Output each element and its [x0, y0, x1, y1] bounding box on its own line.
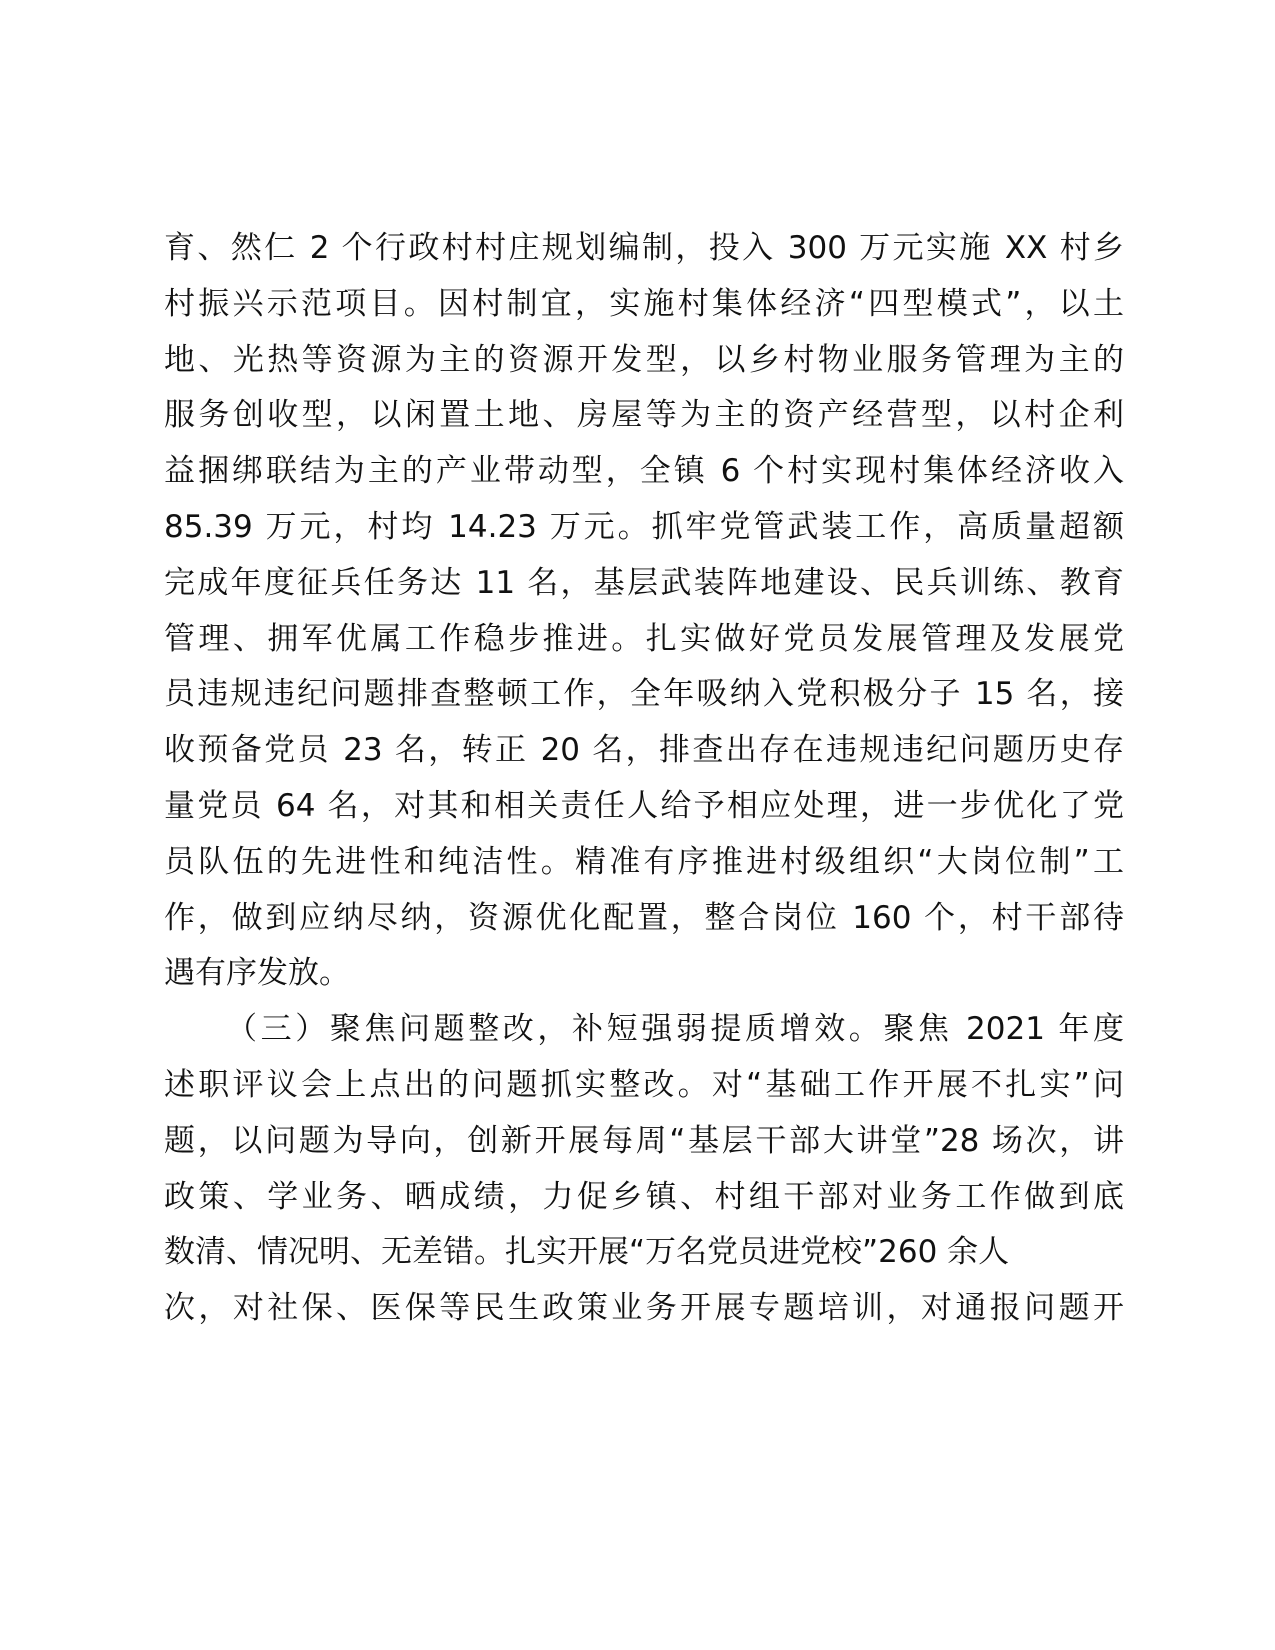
- text-line: 量党员 64 名，对其和相关责任人给予相应处理，进一步优化了党: [164, 787, 1124, 824]
- text-line: 作，做到应纳尽纳，资源优化配置，整合岗位 160 个，村干部待: [164, 899, 1124, 936]
- text-line: 85.39 万元，村均 14.23 万元。抓牢党管武装工作，高质量超额: [164, 508, 1124, 545]
- text-line: 题，以问题为导向，创新开展每周“基层干部大讲堂”28 场次，讲: [164, 1122, 1124, 1159]
- body-text: [164, 221, 1124, 1337]
- text-line: 管理、拥军优属工作稳步推进。扎实做好党员发展管理及发展党: [164, 620, 1124, 657]
- text-line: 育、然仁 2 个行政村村庄规划编制，投入 300 万元实施 XX 村乡: [164, 230, 1124, 266]
- text-line: 完成年度征兵任务达 11 名，基层武装阵地建设、民兵训练、教育: [164, 564, 1124, 601]
- text-line: 收预备党员 23 名，转正 20 名，排查出存在违规违纪问题历史存: [164, 732, 1124, 769]
- text-line: 村振兴示范项目。因村制宜，实施村集体经济“四型模式”，以土: [164, 285, 1124, 322]
- text-line: 员队伍的先进性和纯洁性。精准有序推进村级组织“大岗位制”工: [164, 843, 1124, 880]
- text-line: 地、光热等资源为主的资源开发型，以乡村物业服务管理为主的: [164, 341, 1124, 378]
- text-line: 服务创收型，以闲置土地、房屋等为主的资产经营型，以村企利: [164, 397, 1124, 434]
- paragraph-heading-line: （三）聚焦问题整改，补短强弱提质增效。聚焦 2021 年度: [226, 1011, 1124, 1048]
- text-line: 政策、学业务、晒成绩，力促乡镇、村组干部对业务工作做到底: [164, 1178, 1124, 1215]
- text-line: 员违规违纪问题排查整顿工作，全年吸纳入党积极分子 15 名，接: [164, 676, 1124, 713]
- text-line: 述职评议会上点出的问题抓实整改。对“基础工作开展不扎实”问: [164, 1066, 1124, 1103]
- text-line: 次，对社保、医保等民生政策业务开展专题培训，对通报问题开: [164, 1290, 1124, 1327]
- text-line: 益捆绑联结为主的产业带动型，全镇 6 个村实现村集体经济收入: [164, 453, 1124, 490]
- text-line: 数清、情况明、无差错。扎实开展“万名党员进党校”260 余人: [164, 1234, 1010, 1271]
- text-line: 遇有序发放。: [164, 955, 350, 992]
